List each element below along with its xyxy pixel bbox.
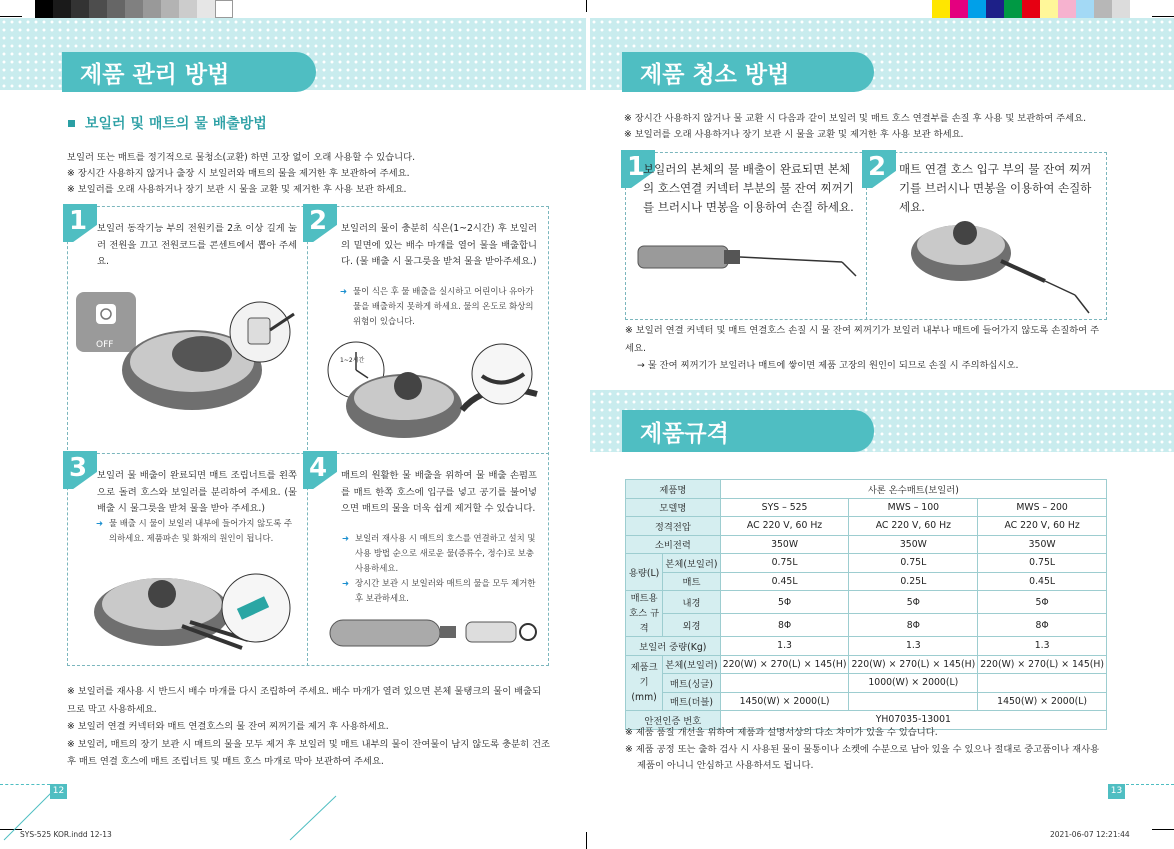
divider (307, 206, 308, 666)
color-bar (932, 0, 1130, 18)
intro-line: ※ 장시간 사용하지 않거나 출장 시 보일러와 매트의 물을 제거한 후 보관하여 주세요. (67, 168, 410, 179)
table-row: 보일러 중량(Kg) 1.3 1.3 1.3 (626, 637, 1107, 656)
table-row: 제품크기 (mm) 본체(보일러) 220(W) × 270(L) × 145(H) 220(W) × 270(L) × 145(H) 220(W) × 270(L) × 145(H) (626, 655, 1107, 674)
intro-line: ※ 보일러를 오래 사용하거나 장기 보관 시 물을 교환 및 제거한 후 사용 보관 하세요. (624, 129, 964, 140)
table-row: 모델명 SYS – 525 MWS – 100 MWS – 200 (626, 498, 1107, 517)
step-text: 보일러 물 배출이 완료되면 매트 조립너트를 왼쪽으로 돌려 호스와 보일러를 분리하여 주세요. (물 배출 시 물그릇을 받쳐 물을 받아 주세요.) (97, 470, 297, 514)
step-note: ➜ 장시간 보관 시 보일러와 매트의 물을 모두 제거한 후 보관하세요. (342, 578, 536, 603)
note-line: ※ 제품 공정 또는 출하 검사 시 사용된 물이 물통이나 소켓에 수분으로 남아 있을 수 있으나 절대로 중고품이나 재사용제품이 아니니 안심하고 사용하셔도 됩니다. (625, 743, 1100, 771)
page-number: 13 (1108, 784, 1125, 799)
table-row: 외경 8Φ 8Φ 8Φ (626, 614, 1107, 637)
crop-mark (586, 832, 587, 849)
spec-notes (625, 725, 1105, 775)
cleaning-intro (624, 111, 1114, 143)
table-row: 정격전압 AC 220 V, 60 Hz AC 220 V, 60 Hz AC 220 V, 60 Hz (626, 517, 1107, 536)
intro-line: 보일러 또는 매트를 정기적으로 물청소(교환) 하면 고장 없이 오래 사용할 수 있습니다. (67, 152, 416, 163)
step-note: ➜ 물 배출 시 물이 보일러 내부에 들어가지 않도록 주의하세요. 제품파손 및 화재의 원인이 됩니다. (96, 518, 293, 543)
step-number: 3 (63, 451, 93, 485)
table-row: 소비전력 350W 350W 350W (626, 535, 1107, 554)
note-line: → 물 잔여 찌꺼기가 보일러나 매트에 쌓이면 제품 고장의 원인이 되므로 손질 시 주의하십시오. (637, 360, 1019, 371)
table-row: 제품명 사론 온수매트(보일러) (626, 480, 1107, 499)
note-line: ※ 보일러를 재사용 시 반드시 배수 마개를 다시 조립하여 주세요. 배수 마개가 열려 있으면 본체 물탱크의 물이 배출되므로 막고 사용하세요. (67, 686, 542, 715)
crop-mark (586, 0, 587, 12)
crop-mark (0, 16, 22, 17)
crop-mark (1152, 16, 1174, 17)
step-number: 2 (303, 204, 333, 238)
footer-line (1126, 784, 1174, 785)
hose-separation-illustration (72, 560, 304, 660)
step-note: ➜ 보일러 재사용 시 매트의 호스를 연결하고 설치 및 사용 방법 순으로 새로운 물(증류수, 정수)로 보충 사용하세요. (342, 533, 536, 573)
section-subtitle: 보일러 및 매트의 물 배출방법 (85, 116, 267, 132)
decorative-lines (0, 760, 340, 849)
step-text: 매트 연결 호스 입구 부의 물 잔여 찌꺼기를 브러시나 면봉을 이용하여 손질하세요. (899, 162, 1092, 214)
date-info: 2021-06-07 12:21:44 (1050, 830, 1130, 839)
pump-illustration (326, 610, 544, 656)
spec-title: 제품규격 (622, 410, 874, 452)
step-text: 매트의 원활한 물 배출을 위하여 물 배출 손펌프를 매트 한쪽 호스에 입구를 넣고 공기를 불어넣으면 매트의 물을 더욱 쉽게 제거할 수 있습니다. (341, 470, 537, 514)
off-label: OFF (96, 340, 114, 350)
page-title: 제품 청소 방법 (622, 52, 874, 92)
step-text: 보일러 동작기능 부의 전원키를 2초 이상 길게 눌러 전원을 끄고 전원코드를 콘센트에서 뽑아 주세요. (97, 223, 297, 267)
cleaning-notes (625, 322, 1105, 375)
note-line: ※ 보일러 연결 커넥터 및 매트 연결호스 손질 시 물 잔여 찌꺼기가 보일러 내부나 매트에 들어가지 않도록 손질하여 주세요. (625, 325, 1100, 354)
table-row: 용량(L) 본체(보일러) 0.75L 0.75L 0.75L (626, 554, 1107, 573)
boiler-power-illustration (72, 290, 302, 450)
table-row: 매트(싱글) 1000(W) × 2000(L) (626, 674, 1107, 693)
file-info: SYS-525 KOR.indd 12-13 (20, 830, 112, 839)
connector-cleaning-illustration (634, 232, 862, 292)
step-number: 4 (303, 451, 333, 485)
note-line: ※ 제품 품질 개선을 위하여 제품과 설명서상의 다소 차이가 있을 수 있습니다. (625, 727, 938, 738)
table-row: 매트(더블) 1450(W) × 2000(L) 1450(W) × 2000(L) (626, 692, 1107, 711)
table-row: 매트 0.45L 0.25L 0.45L (626, 572, 1107, 591)
step-note: ➜ 물이 식은 후 물 배출을 실시하고 어린이나 유아가 물을 배출하지 못하게 하세요. 물의 온도로 화상의 위험이 있습니다. (340, 286, 534, 326)
intro-text (67, 150, 557, 198)
step-number: 1 (63, 204, 93, 238)
grayscale-bar (35, 0, 233, 18)
table-row: 안전인증 번호 YH07035-13001 (626, 711, 1107, 730)
crop-mark (1152, 829, 1174, 830)
table-row: 매트용 호스 규격 내경 5Φ 5Φ 5Φ (626, 591, 1107, 614)
time-label: 1~2시간 (340, 357, 365, 364)
note-line: ※ 보일러 연결 커넥터와 매트 연결호스의 물 잔여 찌꺼기를 제거 후 사용하세요. (67, 721, 389, 732)
step-text: 보일러의 본체의 물 배출이 완료되면 본체의 호스연결 커넥터 부분의 물 잔여 찌꺼기를 브러시나 면봉을 이용하여 손질 하세요. (643, 162, 854, 214)
intro-line: ※ 보일러를 오래 사용하거나 장기 보관 시 물을 교환 및 제거한 후 사용 보관 하세요. (67, 184, 407, 195)
left-notes (67, 683, 550, 771)
bullet-square (68, 120, 75, 127)
spec-table (625, 479, 1107, 730)
step-text: 보일러의 물이 충분히 식은(1~2시간) 후 보일러의 밑면에 있는 배수 마개를 열어 물을 배출합니다. (물 배출 시 물그릇을 받쳐 물을 받아주세요.) (341, 223, 537, 267)
step-number: 2 (862, 150, 892, 184)
hose-cleaning-illustration (905, 205, 1101, 317)
page-title: 제품 관리 방법 (62, 52, 316, 92)
page-number: 12 (50, 784, 67, 799)
intro-line: ※ 장시간 사용하지 않거나 물 교환 시 다음과 같이 보일러 및 매트 호스 연결부를 손질 후 사용 및 보관하여 주세요. (624, 113, 1087, 124)
note-line: ※ 보일러, 매트의 장기 보관 시 매트의 물을 모두 제거 후 보일러 및 매트 내부의 물이 잔여물이 남지 않도록 충분히 건조 후 매트 연결 호스에 매트 조립너트 및 매트 호스 마개로 막아 보관하여 주세요. (67, 738, 550, 767)
step-number: 1 (621, 150, 651, 184)
